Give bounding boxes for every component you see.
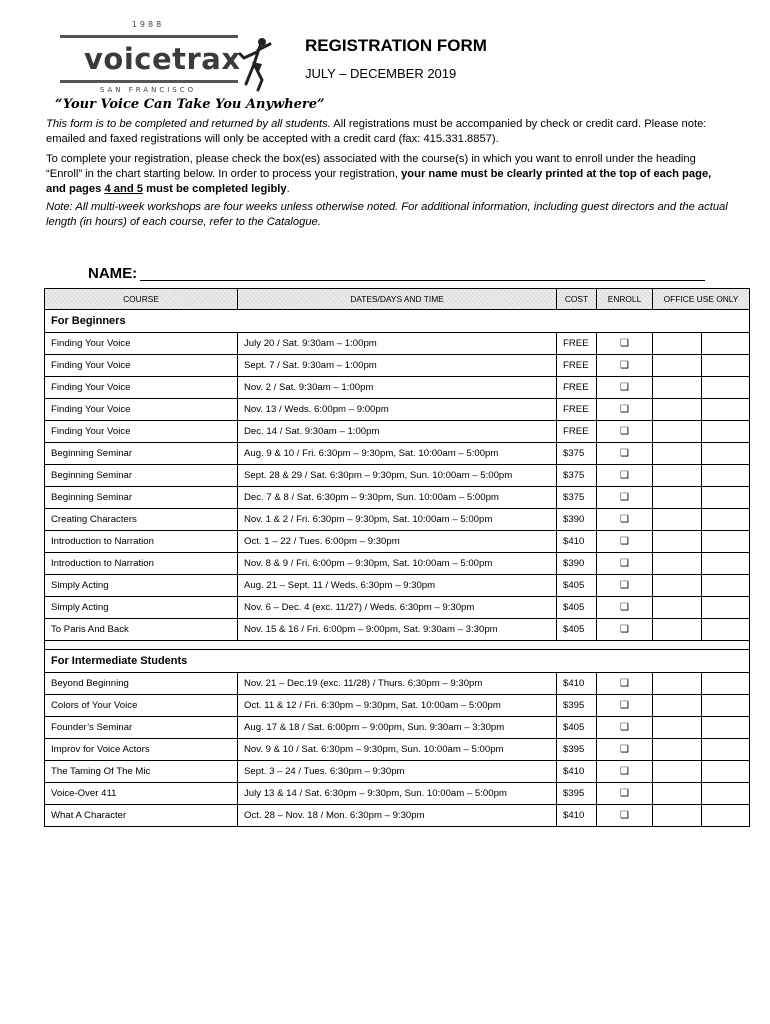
course-cell: Finding Your Voice bbox=[45, 399, 238, 421]
office-use-box-1 bbox=[659, 487, 702, 508]
office-use-box-2 bbox=[702, 333, 744, 354]
office-use-box-1 bbox=[659, 553, 702, 574]
dates-cell: Sept. 7 / Sat. 9:30am – 1:00pm bbox=[238, 355, 557, 377]
office-use-box-1 bbox=[659, 465, 702, 486]
office-use-box-1 bbox=[659, 695, 702, 716]
office-use-cell bbox=[653, 553, 750, 575]
office-use-box-1 bbox=[659, 597, 702, 618]
course-cell: Finding Your Voice bbox=[45, 333, 238, 355]
office-use-box-1 bbox=[659, 717, 702, 738]
cost-cell: FREE bbox=[557, 399, 597, 421]
office-use-box-1 bbox=[659, 443, 702, 464]
office-use-box-1 bbox=[659, 575, 702, 596]
office-use-cell bbox=[653, 597, 750, 619]
table-row bbox=[45, 333, 750, 355]
office-use-box-1 bbox=[659, 761, 702, 782]
office-use-cell bbox=[653, 761, 750, 783]
cost-cell: $410 bbox=[557, 805, 597, 827]
header-office-use: OFFICE USE ONLY bbox=[653, 289, 750, 310]
enroll-checkbox[interactable]: ❑ bbox=[597, 531, 653, 553]
cost-cell: $405 bbox=[557, 597, 597, 619]
enroll-checkbox[interactable]: ❑ bbox=[597, 739, 653, 761]
form-subtitle: JULY – DECEMBER 2019 bbox=[305, 66, 457, 81]
dates-cell: Nov. 1 & 2 / Fri. 6:30pm – 9:30pm, Sat. 10:00am – 5:00pm bbox=[238, 509, 557, 531]
office-use-cell bbox=[653, 619, 750, 641]
dates-cell: Oct. 28 – Nov. 18 / Mon. 6:30pm – 9:30pm bbox=[238, 805, 557, 827]
intro-p2-bold: your name must be clearly printed at the top of each page, and pages bbox=[46, 168, 712, 195]
intro-p2-period: . bbox=[286, 183, 290, 195]
dates-cell: Aug. 21 – Sept. 11 / Weds. 6:30pm – 9:30pm bbox=[238, 575, 557, 597]
course-cell: What A Character bbox=[45, 805, 238, 827]
course-cell: Introduction to Narration bbox=[45, 553, 238, 575]
course-cell: Improv for Voice Actors bbox=[45, 739, 238, 761]
cost-cell: $375 bbox=[557, 487, 597, 509]
table-row bbox=[45, 377, 750, 399]
course-cell: Finding Your Voice bbox=[45, 355, 238, 377]
table-row bbox=[45, 597, 750, 619]
table-row bbox=[45, 421, 750, 443]
enroll-checkbox[interactable]: ❑ bbox=[597, 597, 653, 619]
enroll-checkbox[interactable]: ❑ bbox=[597, 717, 653, 739]
cost-cell: $395 bbox=[557, 695, 597, 717]
enroll-checkbox[interactable]: ❑ bbox=[597, 355, 653, 377]
table-row bbox=[45, 761, 750, 783]
logo-city: SAN FRANCISCO bbox=[99, 86, 197, 94]
dates-cell: July 20 / Sat. 9:30am – 1:00pm bbox=[238, 333, 557, 355]
course-cell: Founder’s Seminar bbox=[45, 717, 238, 739]
cost-cell: FREE bbox=[557, 377, 597, 399]
office-use-cell bbox=[653, 421, 750, 443]
office-use-box-2 bbox=[702, 575, 744, 596]
table-row bbox=[45, 717, 750, 739]
office-use-box-1 bbox=[659, 783, 702, 804]
office-use-box-2 bbox=[702, 597, 744, 618]
office-use-box-2 bbox=[702, 509, 744, 530]
office-use-cell bbox=[653, 575, 750, 597]
cost-cell: $405 bbox=[557, 619, 597, 641]
table-row bbox=[45, 443, 750, 465]
enroll-checkbox[interactable]: ❑ bbox=[597, 783, 653, 805]
cost-cell: $395 bbox=[557, 739, 597, 761]
tagline: “Your Voice Can Take You Anywhere” bbox=[55, 97, 325, 112]
office-use-box-2 bbox=[702, 487, 744, 508]
cost-cell: FREE bbox=[557, 355, 597, 377]
table-row bbox=[45, 553, 750, 575]
office-use-cell bbox=[653, 333, 750, 355]
table-row bbox=[45, 783, 750, 805]
course-cell: Colors of Your Voice bbox=[45, 695, 238, 717]
enroll-checkbox[interactable]: ❑ bbox=[597, 443, 653, 465]
course-cell: Beginning Seminar bbox=[45, 487, 238, 509]
cost-cell: $390 bbox=[557, 509, 597, 531]
enroll-checkbox[interactable]: ❑ bbox=[597, 487, 653, 509]
intro-p2-start: To complete your registration, please check the box(es) associated with the course(s) in which you want to enroll under the heading “Enroll” in the chart starting below. In order to process your registration, bbox=[46, 153, 696, 180]
enroll-checkbox[interactable]: ❑ bbox=[597, 575, 653, 597]
office-use-box-1 bbox=[659, 355, 702, 376]
office-use-box-2 bbox=[702, 673, 744, 694]
office-use-box-2 bbox=[702, 377, 744, 398]
course-cell: The Taming Of The Mic bbox=[45, 761, 238, 783]
office-use-box-1 bbox=[659, 673, 702, 694]
office-use-box-2 bbox=[702, 761, 744, 782]
dates-cell: Nov. 15 & 16 / Fri. 6:00pm – 9:00pm, Sat. 9:30am – 3:30pm bbox=[238, 619, 557, 641]
office-use-box-2 bbox=[702, 465, 744, 486]
dancing-figure-icon bbox=[236, 34, 276, 94]
office-use-cell bbox=[653, 487, 750, 509]
header-dates: DATES/DAYS AND TIME bbox=[238, 289, 557, 310]
section-title-row bbox=[45, 310, 750, 333]
logo-year: 1988 bbox=[131, 20, 165, 29]
enroll-checkbox[interactable]: ❑ bbox=[597, 399, 653, 421]
table-row bbox=[45, 739, 750, 761]
office-use-box-1 bbox=[659, 531, 702, 552]
table-row bbox=[45, 695, 750, 717]
office-use-cell bbox=[653, 805, 750, 827]
course-cell: Beginning Seminar bbox=[45, 465, 238, 487]
office-use-box-2 bbox=[702, 805, 744, 826]
dates-cell: Aug. 17 & 18 / Sat. 6:00pm – 9:00pm, Sun. 9:30am – 3:30pm bbox=[238, 717, 557, 739]
section-spacer bbox=[45, 641, 750, 650]
course-cell: Finding Your Voice bbox=[45, 421, 238, 443]
table-body bbox=[45, 310, 750, 827]
office-use-box-2 bbox=[702, 695, 744, 716]
voicetrax-logo bbox=[58, 20, 258, 94]
section-title-row bbox=[45, 650, 750, 673]
cost-cell: $410 bbox=[557, 761, 597, 783]
logo-wordmark: voicetrax bbox=[84, 42, 241, 76]
dates-cell: Sept. 3 – 24 / Tues. 6:30pm – 9:30pm bbox=[238, 761, 557, 783]
dates-cell: Nov. 8 & 9 / Fri. 6:00pm – 9:30pm, Sat. 10:00am – 5:00pm bbox=[238, 553, 557, 575]
table-header-row bbox=[45, 289, 750, 310]
office-use-box-2 bbox=[702, 443, 744, 464]
table-row bbox=[45, 531, 750, 553]
cost-cell: FREE bbox=[557, 333, 597, 355]
course-cell: Voice-Over 411 bbox=[45, 783, 238, 805]
table-row bbox=[45, 805, 750, 827]
office-use-box-1 bbox=[659, 377, 702, 398]
office-use-box-2 bbox=[702, 355, 744, 376]
table-row bbox=[45, 355, 750, 377]
enroll-checkbox[interactable]: ❑ bbox=[597, 673, 653, 695]
course-cell: Finding Your Voice bbox=[45, 377, 238, 399]
table-row bbox=[45, 575, 750, 597]
dates-cell: Nov. 21 – Dec.19 (exc. 11/28) / Thurs. 6:30pm – 9:30pm bbox=[238, 673, 557, 695]
enroll-checkbox[interactable]: ❑ bbox=[597, 509, 653, 531]
intro-p2-pages: 4 and 5 bbox=[104, 183, 144, 195]
office-use-cell bbox=[653, 783, 750, 805]
cost-cell: FREE bbox=[557, 421, 597, 443]
course-cell: Simply Acting bbox=[45, 575, 238, 597]
header-cost: COST bbox=[557, 289, 597, 310]
office-use-box-2 bbox=[702, 717, 744, 738]
logo-rule-top bbox=[60, 35, 238, 38]
office-use-box-2 bbox=[702, 399, 744, 420]
intro-p1-italic: This form is to be completed and returned by all students. bbox=[46, 118, 331, 130]
office-use-cell bbox=[653, 399, 750, 421]
office-use-cell bbox=[653, 465, 750, 487]
course-cell: To Paris And Back bbox=[45, 619, 238, 641]
course-cell: Beyond Beginning bbox=[45, 673, 238, 695]
enroll-checkbox[interactable]: ❑ bbox=[597, 619, 653, 641]
office-use-box-1 bbox=[659, 399, 702, 420]
table-row bbox=[45, 487, 750, 509]
dates-cell: Nov. 9 & 10 / Sat. 6:30pm – 9:30pm, Sun. 10:00am – 5:00pm bbox=[238, 739, 557, 761]
enroll-checkbox[interactable]: ❑ bbox=[597, 553, 653, 575]
table-row bbox=[45, 673, 750, 695]
dates-cell: Dec. 7 & 8 / Sat. 6:30pm – 9:30pm, Sun. 10:00am – 5:00pm bbox=[238, 487, 557, 509]
enroll-checkbox[interactable]: ❑ bbox=[597, 695, 653, 717]
dates-cell: Oct. 1 – 22 / Tues. 6:00pm – 9:30pm bbox=[238, 531, 557, 553]
office-use-box-2 bbox=[702, 783, 744, 804]
enroll-checkbox[interactable]: ❑ bbox=[597, 761, 653, 783]
course-cell: Introduction to Narration bbox=[45, 531, 238, 553]
cost-cell: $405 bbox=[557, 575, 597, 597]
form-title: REGISTRATION FORM bbox=[305, 36, 487, 55]
table-row bbox=[45, 619, 750, 641]
table-row bbox=[45, 465, 750, 487]
intro-p2-end: must be completed legibly bbox=[143, 183, 287, 195]
cost-cell: $375 bbox=[557, 443, 597, 465]
dates-cell: Sept. 28 & 29 / Sat. 6:30pm – 9:30pm, Sun. 10:00am – 5:00pm bbox=[238, 465, 557, 487]
section-title: For Beginners bbox=[45, 310, 750, 333]
cost-cell: $375 bbox=[557, 465, 597, 487]
cost-cell: $395 bbox=[557, 783, 597, 805]
office-use-cell bbox=[653, 695, 750, 717]
enroll-checkbox[interactable]: ❑ bbox=[597, 465, 653, 487]
dates-cell: July 13 & 14 / Sat. 6:30pm – 9:30pm, Sun. 10:00am – 5:00pm bbox=[238, 783, 557, 805]
cost-cell: $410 bbox=[557, 531, 597, 553]
office-use-cell bbox=[653, 717, 750, 739]
course-schedule-table bbox=[44, 288, 750, 827]
dates-cell: Oct. 11 & 12 / Fri. 6:30pm – 9:30pm, Sat. 10:00am – 5:00pm bbox=[238, 695, 557, 717]
table-row bbox=[45, 399, 750, 421]
logo-rule-bottom bbox=[60, 80, 238, 83]
office-use-box-1 bbox=[659, 619, 702, 640]
dates-cell: Aug. 9 & 10 / Fri. 6:30pm – 9:30pm, Sat. 10:00am – 5:00pm bbox=[238, 443, 557, 465]
office-use-cell bbox=[653, 531, 750, 553]
intro-paragraph-1 bbox=[46, 117, 732, 147]
office-use-cell bbox=[653, 673, 750, 695]
office-use-box-2 bbox=[702, 739, 744, 760]
office-use-box-2 bbox=[702, 553, 744, 574]
cost-cell: $390 bbox=[557, 553, 597, 575]
enroll-checkbox[interactable]: ❑ bbox=[597, 805, 653, 827]
cost-cell: $405 bbox=[557, 717, 597, 739]
office-use-box-1 bbox=[659, 421, 702, 442]
table-row bbox=[45, 509, 750, 531]
enroll-checkbox[interactable]: ❑ bbox=[597, 333, 653, 355]
office-use-cell bbox=[653, 443, 750, 465]
intro-paragraph-3: Note: All multi-week workshops are four weeks unless otherwise noted. For additional information, including guest directors and the actual length (in hours) of each course, refer to the Catalogue. bbox=[46, 201, 728, 228]
office-use-box-1 bbox=[659, 805, 702, 826]
course-cell: Creating Characters bbox=[45, 509, 238, 531]
intro-paragraph-2 bbox=[46, 152, 732, 197]
header-course: COURSE bbox=[45, 289, 238, 310]
spacer-cell bbox=[45, 641, 750, 650]
office-use-box-2 bbox=[702, 619, 744, 640]
office-use-cell bbox=[653, 355, 750, 377]
office-use-cell bbox=[653, 377, 750, 399]
office-use-box-2 bbox=[702, 531, 744, 552]
dates-cell: Nov. 6 – Dec. 4 (exc. 11/27) / Weds. 6:30pm – 9:30pm bbox=[238, 597, 557, 619]
dates-cell: Nov. 2 / Sat. 9:30am – 1:00pm bbox=[238, 377, 557, 399]
dates-cell: Dec. 14 / Sat. 9:30am – 1:00pm bbox=[238, 421, 557, 443]
office-use-cell bbox=[653, 739, 750, 761]
cost-cell: $410 bbox=[557, 673, 597, 695]
course-cell: Simply Acting bbox=[45, 597, 238, 619]
office-use-cell bbox=[653, 509, 750, 531]
name-input-line[interactable] bbox=[140, 280, 705, 281]
name-label: NAME: bbox=[88, 265, 138, 282]
section-title: For Intermediate Students bbox=[45, 650, 750, 673]
office-use-box-1 bbox=[659, 739, 702, 760]
header-enroll: ENROLL bbox=[597, 289, 653, 310]
course-cell: Beginning Seminar bbox=[45, 443, 238, 465]
enroll-checkbox[interactable]: ❑ bbox=[597, 377, 653, 399]
office-use-box-1 bbox=[659, 509, 702, 530]
office-use-box-2 bbox=[702, 421, 744, 442]
office-use-box-1 bbox=[659, 333, 702, 354]
enroll-checkbox[interactable]: ❑ bbox=[597, 421, 653, 443]
intro-p1-rest: All registrations must be accompanied by check or credit card. Please note: emailed and faxed registrations will only be accepted with a credit card (fax: 415.331.8857). bbox=[46, 118, 707, 145]
dates-cell: Nov. 13 / Weds. 6:00pm – 9:00pm bbox=[238, 399, 557, 421]
